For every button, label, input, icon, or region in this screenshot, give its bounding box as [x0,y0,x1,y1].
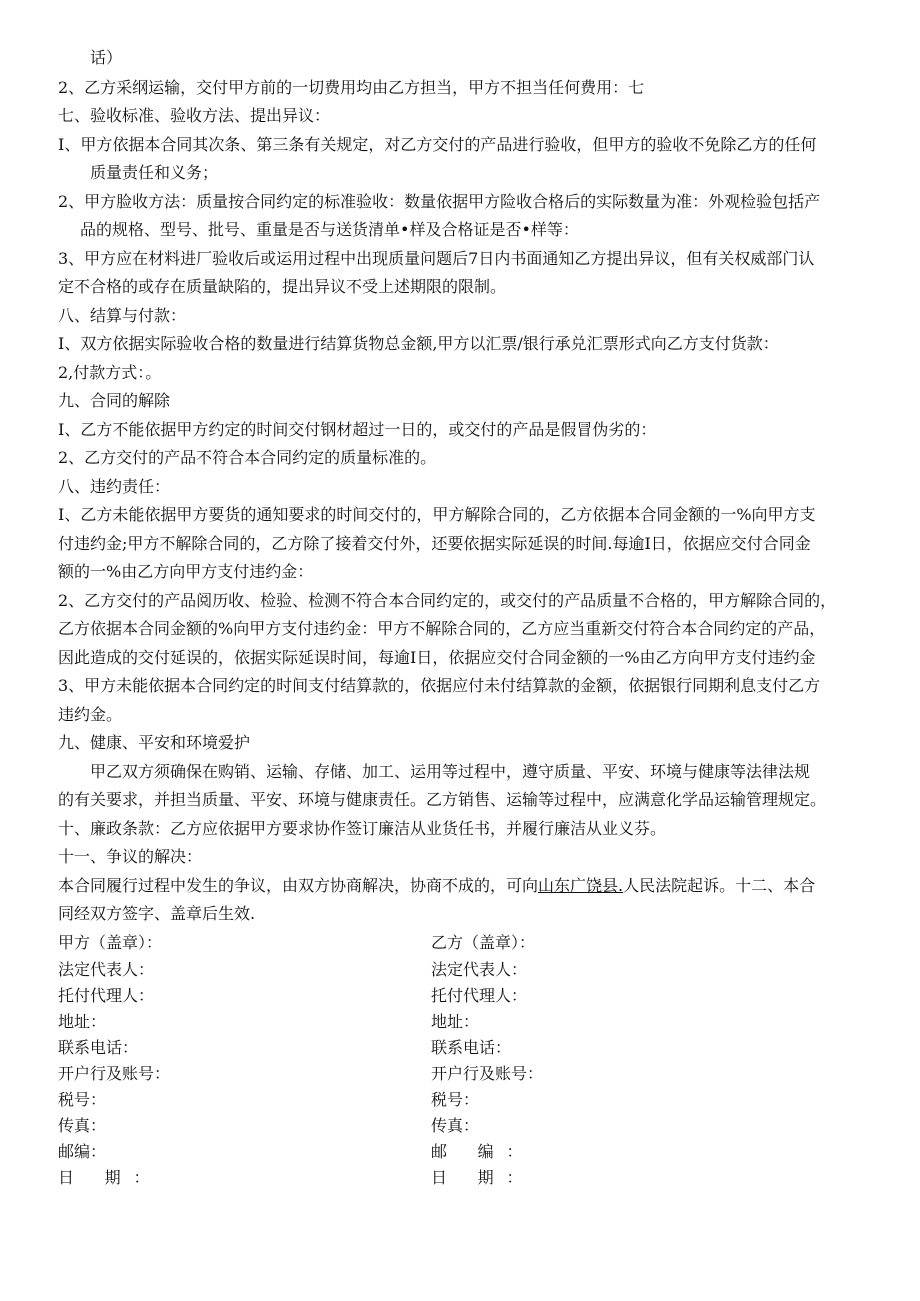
party-b-date-label: 日 期： [431,1168,536,1187]
text-line: 2、乙方交付的产品阅历收、检验、检测不符合本合同约定的，或交付的产品质量不合格的，甲方解除合同的， [58,591,837,610]
section-heading: 七、验收标准、验收方法、提出异议： [58,106,331,125]
party-b-agent-label: 托付代理人： [431,986,528,1005]
text-line: I、乙方未能依据甲方要货的通知要求的时间交付的，甲方解除合同的，乙方依据本合同金额的一%向甲方支 [58,505,816,524]
party-a-zip-label: 邮编： [58,1142,107,1161]
text-line: 2、甲方脸收方法：质量按合同约定的标准验收：数量依据甲方险收合格后的实际数量为准：外观检验包括产 [58,192,821,211]
party-b-bank-label: 开户行及账号： [431,1064,544,1083]
party-a-rep-label: 法定代表人： [58,960,155,979]
text-line: 定不合格的或存在质量缺陷的，提出异议不受上述期限的限制。 [58,277,507,296]
text-line: I、甲方依据本合同其次条、第三条有关规定，对乙方交付的产品进行验收，但甲方的验收不免除乙方的任何 [58,135,817,154]
text-line: 付违约金;甲方不解除合同的，乙方除了接着交付外，还要依据实际延误的时间.每逾I日，依据应交付合同金 [58,534,811,553]
party-b-tax-label: 税号： [431,1090,480,1109]
text-line: 甲乙双方须确保在购销、运输、存储、加工、运用等过程中，遵守质量、平安、环境与健康等法律法规 [90,762,811,781]
party-a-fax-label: 传真： [58,1116,107,1135]
party-b-zip-label: 邮 编： [431,1142,536,1161]
text-line: I、双方依据实际验收合格的数量进行结算货物总金额,甲方以汇票/银行承兑汇票形式向乙方支付货款： [58,334,779,353]
party-b-address-label: 地址： [431,1012,480,1031]
dispute-text-after: 人民法院起诉。十二、本合 [623,876,816,895]
text-line: I、乙方不能依据甲方约定的时间交付钢材超过一日的，或交付的产品是假冒伪劣的： [58,420,657,439]
party-a-bank-label: 开户行及账号： [58,1064,171,1083]
text-line: 2、乙方交付的产品不符合本合同约定的质量标准的。 [58,448,437,467]
party-b-rep-label: 法定代表人： [431,960,528,979]
party-a-name-label: 甲方（盖章）： [58,933,163,952]
section-heading: 九、健康、平安和环境爱护 [58,733,251,752]
section-heading: 九、合同的解除 [58,391,171,410]
text-line: 2,付款方式：。 [58,363,162,382]
text-line: 因此造成的交付延误的，依据实际延误时间，每逾I日，依据应交付合同金额的一%由乙方向甲方支付违约金 [58,648,816,667]
party-a-phone-label: 联系电话： [58,1038,139,1057]
text-line: 十、廉政条款：乙方应依据甲方要求协作签订廉洁从业货任书，并履行廉洁从业义芬。 [58,819,667,838]
text-line: 同经双方签字、盖章后生效. [58,904,256,923]
party-a-agent-label: 托付代理人： [58,986,155,1005]
section-heading: 十一、争议的解决： [58,847,203,866]
text-line: 品的规格、型号、批号、重量是否与送货清单•样及合格证是否•样等： [80,220,579,239]
party-b-fax-label: 传真： [431,1116,480,1135]
text-line: 的有关要求，并担当质量、平安、环境与健康责任。乙方销售、运输等过程中，应满意化学品运输管理规定。 [58,790,827,809]
text-line: 3、甲方应在材料进厂验收后或运用过程中出现质量问题后7日内书面通知乙方提出异议，但有关权威部门认 [58,249,815,268]
party-a-address-label: 地址： [58,1012,107,1031]
text-line: 违约金。 [58,705,123,724]
text-line: 额的一%由乙方向甲方支付违约金： [58,562,314,581]
section-heading: 八、违约责任： [58,477,171,496]
party-a-tax-label: 税号： [58,1090,107,1109]
text-line: 乙方依据本合同金额的%向甲方支付违约金：甲方不解除合同的，乙方应当重新交付符合本合同约定的产品， [58,619,826,638]
party-b-name-label: 乙方（盖章）： [431,933,536,952]
party-a-date-label: 日 期： [58,1168,163,1187]
text-line: 话） [90,48,123,67]
text-line: 2、乙方采纲运输，交付甲方前的一切费用均由乙方担当，甲方不担当任何费用：七 [58,78,645,97]
dispute-text-before: 本合同履行过程中发生的争议，由双方协商解决，协商不成的，可向 [58,876,539,895]
court-name: 山东广饶县. [538,876,624,895]
section-heading: 八、结算与付款： [58,306,187,325]
dispute-line [58,876,815,896]
text-line: 3、甲方未能依据本合同约定的时间支付结算款的，依据应付未付结算款的金额，依据银行同期利息支付乙方 [58,676,821,695]
party-b-phone-label: 联系电话： [431,1038,512,1057]
text-line: 质量责任和义务； [90,163,219,182]
